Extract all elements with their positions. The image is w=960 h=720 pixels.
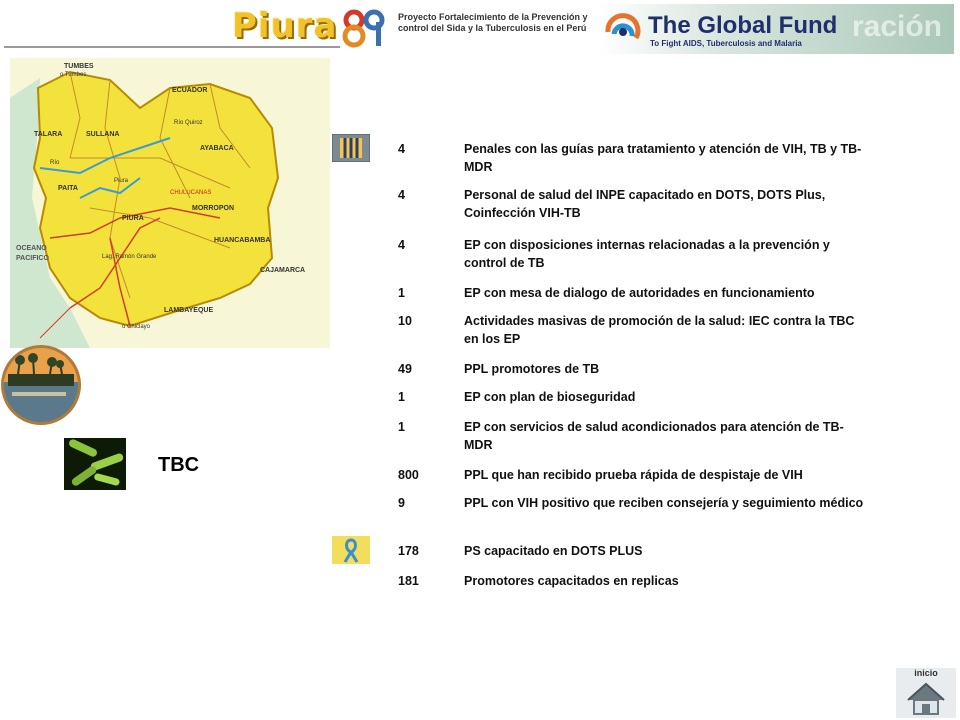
map-label: CAJAMARCA [260,267,306,274]
map-label: LAMBAYEQUE [164,307,214,314]
map-label: Piura [114,178,129,184]
project-title: Proyecto Fortalecimiento de la Prevención y control del Sida y la Tuberculosis en el Perú [398,12,588,33]
map-label: OCEANO [16,245,47,252]
map-label: SULLANA [86,131,120,138]
item-count: 178 [398,544,419,558]
item-count: 49 [398,362,412,376]
map-label: AYABACA [200,145,234,152]
list-item [398,284,868,302]
item-description: EP con plan de bioseguridad [464,390,636,404]
item-count: 9 [398,496,405,510]
header-banner [0,0,960,58]
item-count: 181 [398,574,419,588]
map-label: ECUADOR [172,87,208,94]
item-description: PS capacitado en DOTS PLUS [464,544,643,558]
home-label: inicio [914,668,938,678]
item-count: 1 [398,390,405,404]
item-count: 1 [398,286,405,300]
global-fund-banner [598,4,954,54]
map-label: o Chiclayo [122,324,151,330]
map-label: PAITA [58,185,78,192]
prison-bars-icon [332,134,370,162]
banner-divider [4,46,340,48]
list-item [398,388,868,406]
item-count: 4 [398,188,405,202]
item-description: Personal de salud del INPE capacitado en DOTS, DOTS Plus, Coinfección VIH-TB [464,188,826,220]
region-title: Piura [232,6,338,46]
list-item [398,360,868,378]
section-title: TBC [158,454,200,476]
map-label: Río Quiroz [174,120,203,126]
map-label: HUANCABAMBA [214,237,271,244]
list-item [398,572,868,590]
item-count: 10 [398,314,412,328]
map-label: o Tumbes [60,72,87,78]
list-item [398,312,868,348]
item-description: EP con mesa de dialogo de autoridades en funcionamiento [464,286,815,300]
item-count: 4 [398,238,405,252]
piura-region-map [10,58,330,348]
list-item [398,542,868,560]
item-description: Promotores capacitados en replicas [464,574,679,588]
map-label: CHULUCANAS [170,190,212,196]
map-label: Río [50,160,60,166]
item-description: EP con disposiciones internas relacionadas a la prevención y control de TB [464,238,830,270]
item-description: EP con servicios de salud acondicionados para atención de TB-MDR [464,420,844,452]
list-item [398,140,868,176]
item-description: Penales con las guías para tratamiento y atención de VIH, TB y TB-MDR [464,142,862,174]
map-label: TALARA [34,131,63,138]
item-description: PPL con VIH positivo que reciben consejería y seguimiento médico [464,496,864,510]
list-item [398,466,868,484]
map-label: MORROPON [192,205,234,212]
home-icon [904,680,948,716]
list-item [398,418,868,454]
map-region-area [34,72,278,326]
banner-watermark: ración [851,10,942,43]
global-fund-subtitle: To Fight AIDS, Tuberculosis and Malaria [650,39,802,48]
item-description: PPL promotores de TB [464,362,600,376]
map-label: PACIFICO [16,255,49,262]
list-item [398,186,868,222]
map-label: TUMBES [64,63,94,70]
item-count: 1 [398,420,405,434]
landscape-photo [0,344,82,426]
item-count: 800 [398,468,419,482]
project-logo-icon [340,6,390,50]
item-description: PPL que han recibido prueba rápida de despistaje de VIH [464,468,803,482]
item-count: 4 [398,142,405,156]
map-label: Lag. Ramón Grande [102,254,157,260]
map-label: PIURA [122,215,144,222]
home-button[interactable] [896,668,956,718]
bacteria-image [64,438,126,490]
global-fund-logo-icon [602,10,644,50]
awareness-ribbon-icon [332,536,370,564]
list-item [398,494,868,512]
global-fund-title: The Global Fund [648,12,838,39]
item-description: Actividades masivas de promoción de la salud: IEC contra la TBC en los EP [464,314,855,346]
list-item [398,236,868,272]
